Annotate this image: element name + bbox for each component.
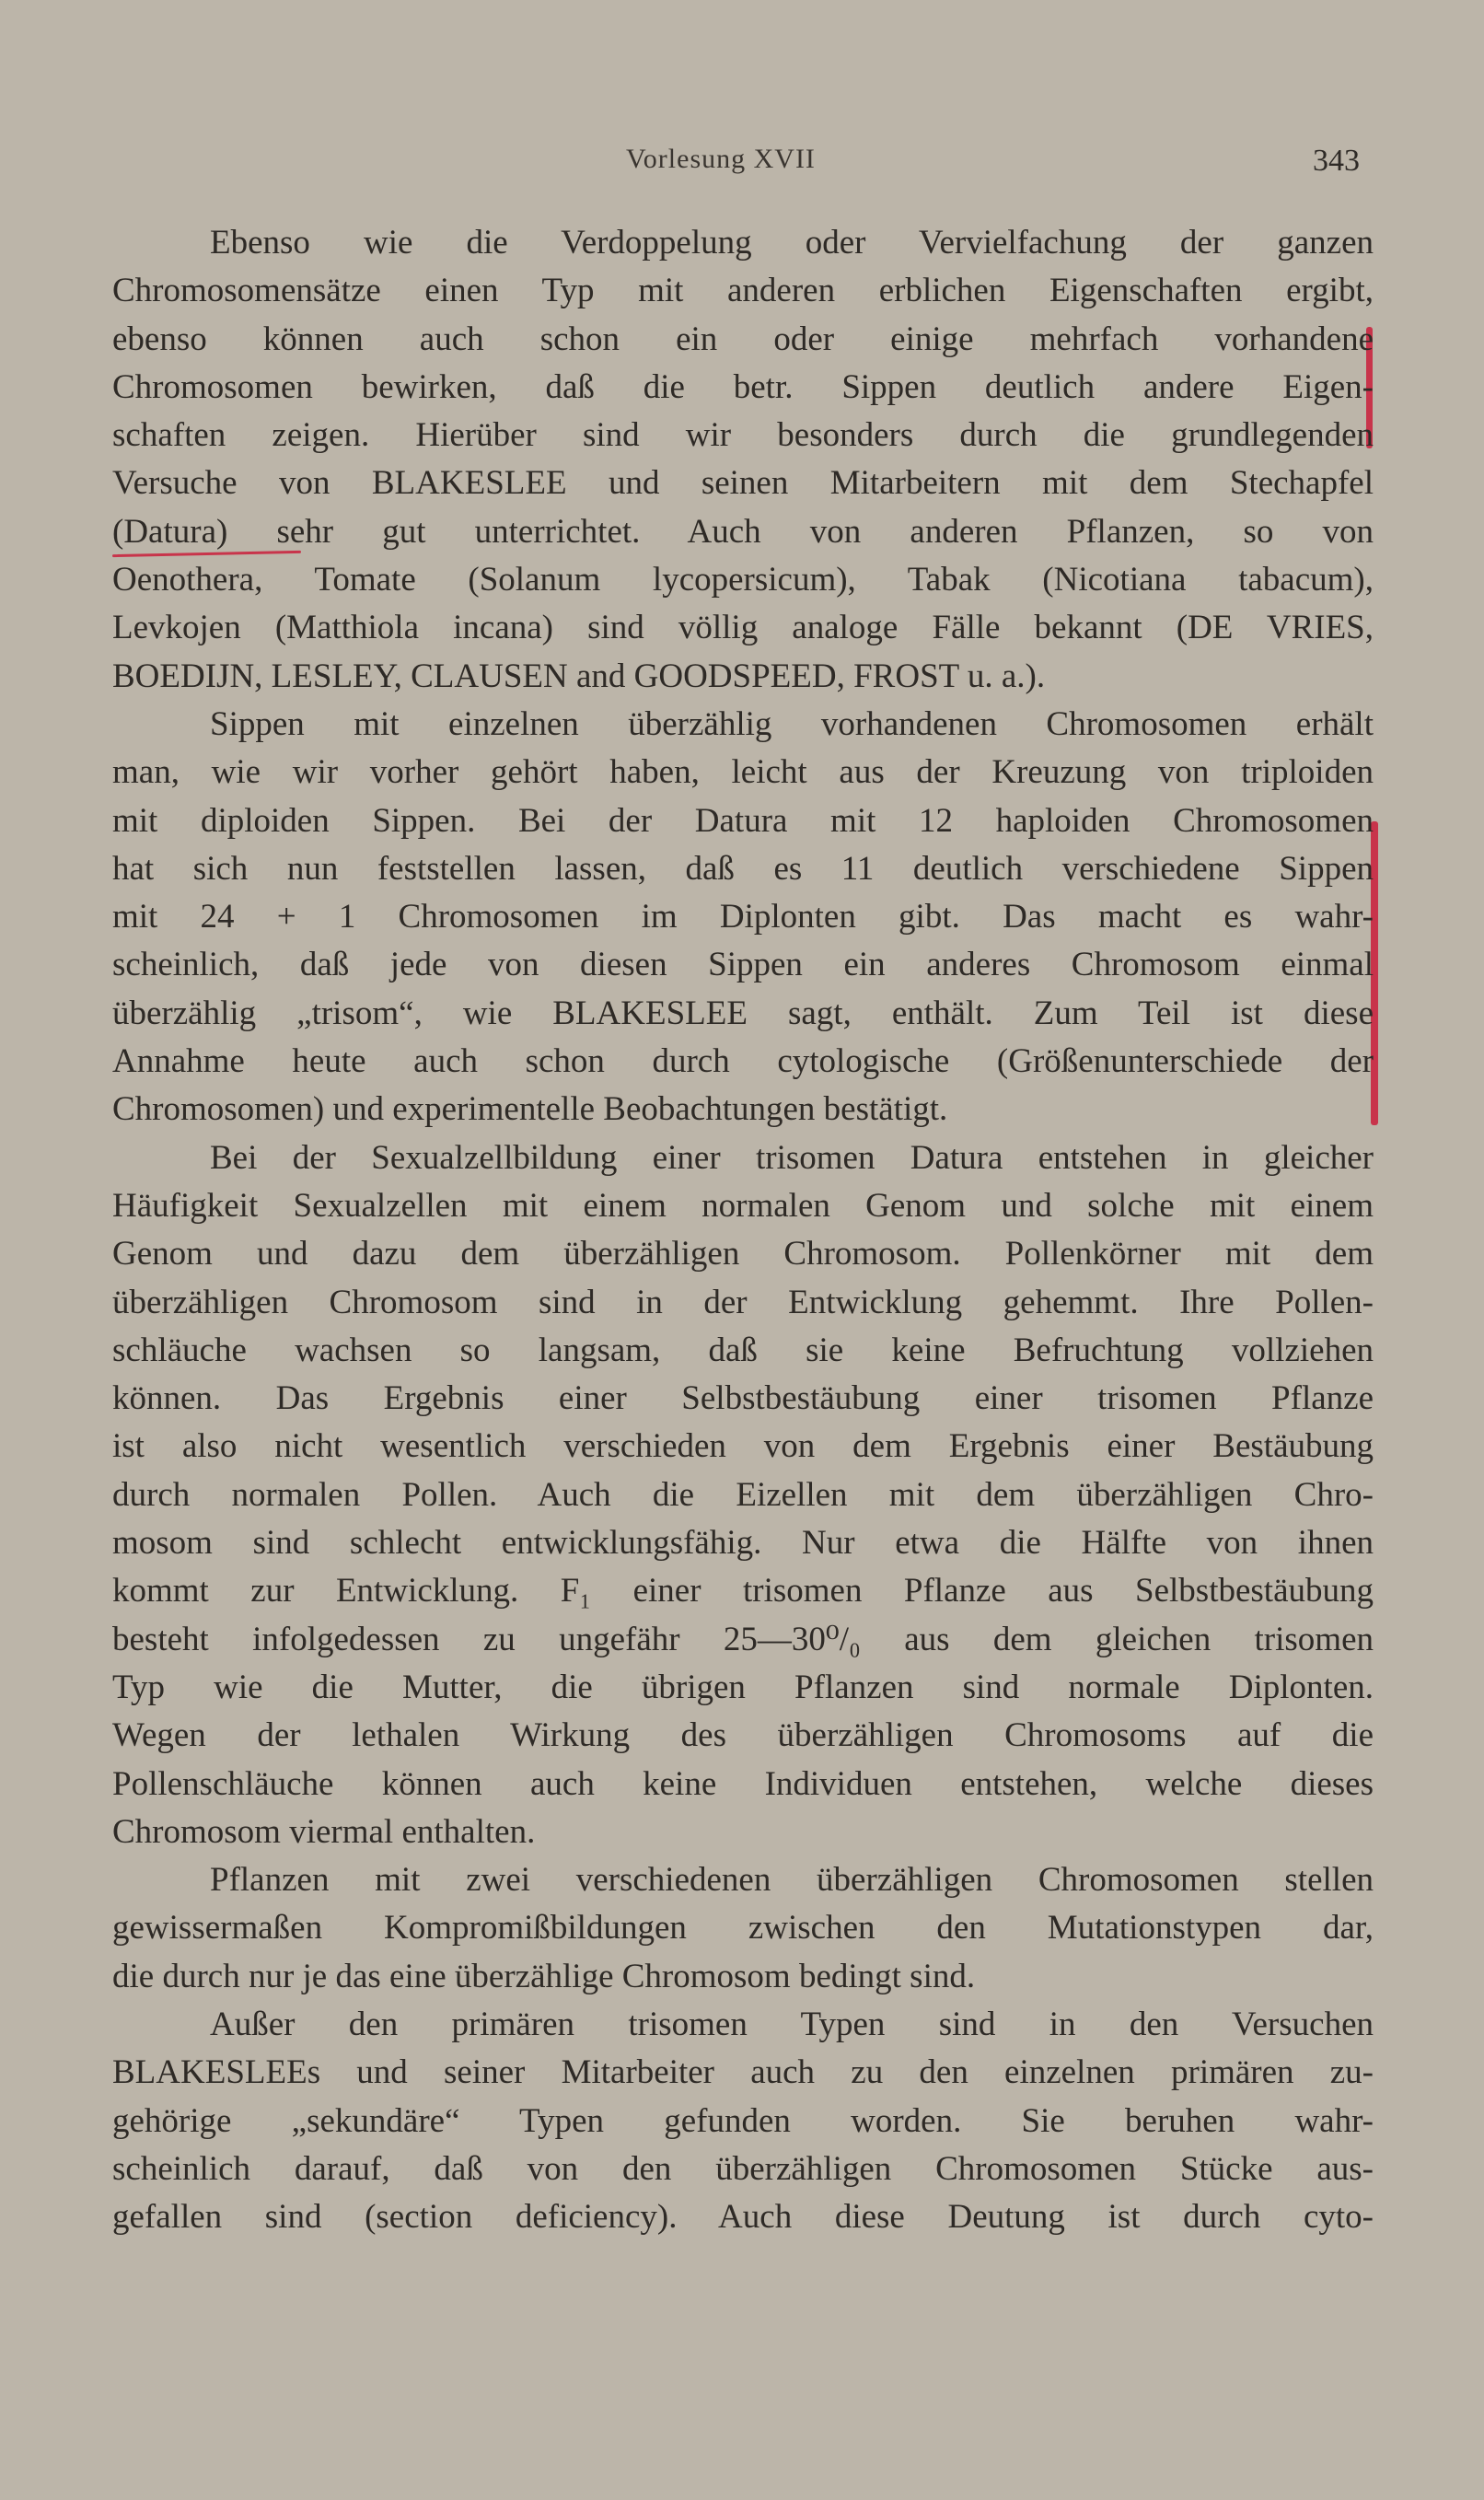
paragraph-5 [112, 2001, 1374, 2241]
text-line: Außer den primären trisomen Typen sind in den Versuchen [210, 2005, 1374, 2043]
text-line: besteht infolgedessen zu ungefähr 25—30⁰/₀ aus dem gleichen trisomen [112, 1620, 1374, 1658]
text-line: durch normalen Pollen. Auch die Eizellen mit dem überzähligen Chro- [112, 1475, 1374, 1514]
text-line: gehörige „sekundäre“ Typen gefunden worden. Sie beruhen wahr- [112, 2101, 1374, 2140]
text-line: BOEDIJN, LESLEY, CLAUSEN and GOODSPEED, FROST u. a.). [112, 657, 1046, 695]
text-line: Chromosomen) und experimentelle Beobachtungen bestätigt. [112, 1090, 948, 1129]
text-line: Sippen mit einzelnen überzählig vorhandenen Chromosomen erhält [210, 704, 1374, 743]
paragraph-3 [112, 1134, 1374, 1856]
text-line: (Datura) sehr gut unterrichtet. Auch von anderen Pflanzen, so von [112, 512, 1374, 551]
text-line: Pflanzen mit zwei verschiedenen überzähligen Chromosomen stellen [210, 1861, 1374, 1900]
text-line: Levkojen (Matthiola incana) sind völlig analoge Fälle bekannt (DE VRIES, [112, 609, 1374, 647]
text-line: die durch nur je das eine überzählige Chromosom bedingt sind. [112, 1957, 976, 1995]
text-line: Chromosom viermal enthalten. [112, 1812, 536, 1851]
text-line: Ebenso wie die Verdoppelung oder Vervielfachung der ganzen [210, 224, 1374, 262]
text-line: man, wie wir vorher gehört haben, leicht aus der Kreuzung von triploiden [112, 753, 1374, 792]
body-text [112, 219, 1374, 2241]
text-line: schaften zeigen. Hierüber sind wir besonders durch die grundlegenden [112, 416, 1374, 455]
text-line: gewissermaßen Kompromißbildungen zwischen den Mutationstypen dar, [112, 1909, 1374, 1948]
running-head [0, 138, 1484, 184]
text-line: scheinlich darauf, daß von den überzähligen Chromosomen Stücke aus- [112, 2149, 1374, 2188]
text-line: mit 24 + 1 Chromosomen im Diplonten gibt. Das macht es wahr- [112, 898, 1374, 936]
text-line: Typ wie die Mutter, die übrigen Pflanzen sind normale Diplonten. [112, 1668, 1374, 1706]
text-line: Bei der Sexualzellbildung einer trisomen Datura entstehen in gleicher [210, 1138, 1374, 1177]
text-line: hat sich nun feststellen lassen, daß es 11 deutlich verschiedene Sippen [112, 849, 1374, 888]
text-line: mit diploiden Sippen. Bei der Datura mit 12 haploiden Chromosomen [112, 801, 1374, 840]
text-line: Annahme heute auch schon durch cytologische (Größenunterschiede der [112, 1042, 1374, 1081]
text-line: Versuche von BLAKESLEE und seinen Mitarbeitern mit dem Stechapfel [112, 464, 1374, 503]
text-line: schläuche wachsen so langsam, daß sie keine Befruchtung vollziehen [112, 1331, 1374, 1369]
text-line: Chromosomen bewirken, daß die betr. Sippen deutlich andere Eigen- [112, 367, 1374, 406]
text-line: Chromosomensätze einen Typ mit anderen erblichen Eigenschaften ergibt, [112, 272, 1374, 310]
text-line: Oenothera, Tomate (Solanum lycopersicum), Tabak (Nicotiana tabacum), [112, 561, 1374, 599]
text-line: mosom sind schlecht entwicklungsfähig. Nur etwa die Hälfte von ihnen [112, 1524, 1374, 1563]
text-line: kommt zur Entwicklung. F₁ einer trisomen Pflanze aus Selbstbestäubung [112, 1572, 1374, 1610]
text-line: Häufigkeit Sexualzellen mit einem normalen Genom und solche mit einem [112, 1186, 1374, 1225]
text-line: überzählig „trisom“, wie BLAKESLEE sagt, enthält. Zum Teil ist diese [112, 994, 1374, 1032]
text-line: überzähligen Chromosom sind in der Entwicklung gehemmt. Ihre Pollen- [112, 1283, 1374, 1321]
page-number: 343 [1313, 144, 1360, 178]
text-line: scheinlich, daß jede von diesen Sippen ein anderes Chromosom einmal [112, 946, 1374, 984]
paragraph-1 [112, 219, 1374, 701]
text-line: BLAKESLEEs und seiner Mitarbeiter auch zu den einzelnen primären zu- [112, 2053, 1374, 2092]
text-line: ebenso können auch schon ein oder einige mehrfach vorhandene [112, 320, 1374, 358]
text-line: Pollenschläuche können auch keine Individuen entstehen, welche dieses [112, 1764, 1374, 1803]
paragraph-4 [112, 1856, 1374, 2001]
text-line: Genom und dazu dem überzähligen Chromosom. Pollenkörner mit dem [112, 1235, 1374, 1273]
text-line: gefallen sind (section deficiency). Auch diese Deutung ist durch cyto- [112, 2198, 1374, 2237]
text-line: können. Das Ergebnis einer Selbstbestäubung einer trisomen Pflanze [112, 1379, 1374, 1418]
running-title: Vorlesung XVII [626, 144, 816, 174]
text-line: ist also nicht wesentlich verschieden von dem Ergebnis einer Bestäubung [112, 1427, 1374, 1466]
paragraph-2 [112, 701, 1374, 1134]
text-line: Wegen der lethalen Wirkung des überzähligen Chromosoms auf die [112, 1716, 1374, 1755]
